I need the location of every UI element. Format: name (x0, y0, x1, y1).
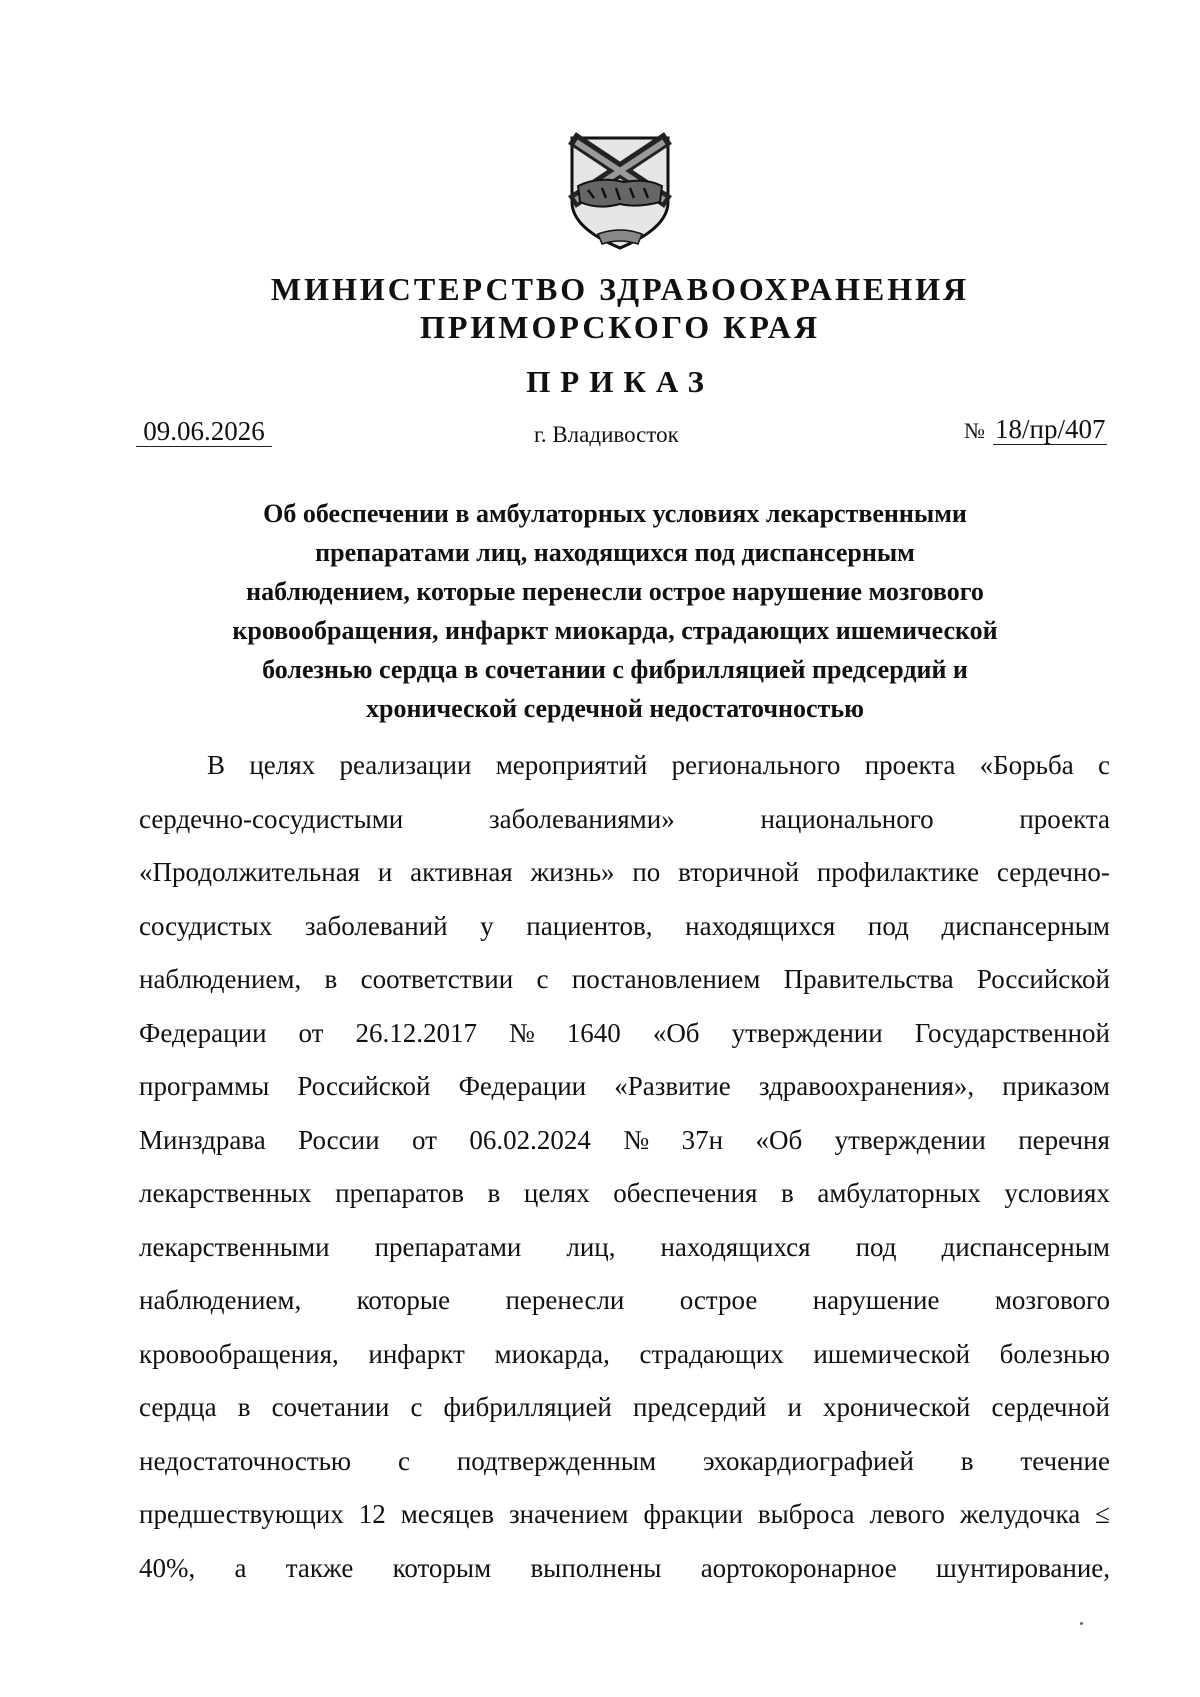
body-word: шунтирование, (936, 1552, 1110, 1583)
document-type: ПРИКАЗ (526, 364, 714, 399)
body-word: диспансерным (941, 1231, 1110, 1262)
body-word: лиц, (566, 1231, 616, 1262)
number-sign: № (964, 418, 985, 443)
body-word: 06.02.2024 (469, 1124, 591, 1155)
body-word: постановлением (571, 964, 761, 994)
body-word: сосудистых (139, 910, 273, 941)
body-word: и (787, 1392, 802, 1422)
order-number: 18/пр/407 (995, 414, 1106, 444)
body-line (139, 859, 1110, 913)
body-word: в (324, 964, 338, 994)
body-line (139, 966, 1110, 1020)
subject-line: Об обеспечении в амбулаторных условиях лекарственными (263, 499, 967, 528)
ministry-line-1: МИНИСТЕРСТВО ЗДРАВООХРАНЕНИЯ (270, 271, 970, 307)
body-word: выполнены (530, 1552, 662, 1583)
body-word: регионального (671, 750, 841, 780)
body-word: подтвержденным (456, 1445, 657, 1476)
subject-line: хронической сердечной недостаточностью (366, 694, 864, 723)
body-word: России (298, 1124, 380, 1155)
body-word: в (960, 1445, 974, 1476)
body-word: от (411, 1124, 437, 1155)
body-word: болезнью (999, 1338, 1110, 1369)
subject-line: наблюдением, которые перенесли острое нарушение мозгового (246, 577, 984, 606)
body-word: активная (410, 857, 513, 887)
coat-of-arms-icon (568, 132, 672, 254)
body-word: № (623, 1124, 650, 1155)
body-word: жизнь» (530, 857, 615, 887)
body-word: «Продолжительная (139, 857, 361, 887)
body-word: нарушение (812, 1285, 940, 1315)
body-word: профилактике (816, 857, 980, 887)
body-word: В (207, 750, 226, 780)
body-word: утверждении (731, 1017, 883, 1048)
body-word: предшествующих (139, 1499, 344, 1529)
body-word: 37н (681, 1124, 724, 1155)
order-date: 09.06.2026 (136, 416, 272, 447)
body-line (139, 1073, 1110, 1127)
body-word: 40%, (139, 1552, 196, 1583)
body-word: перечня (1018, 1124, 1110, 1155)
order-subject (150, 494, 1080, 728)
body-word: кровообращения, (139, 1338, 339, 1369)
body-word: препаратов (335, 1178, 464, 1208)
body-line (139, 1231, 1110, 1288)
body-word: Государственной (914, 1017, 1110, 1048)
body-word: проекта (864, 750, 956, 780)
body-word: с (397, 1445, 410, 1476)
subject-line: кровообращения, инфаркт миокарда, страдающих ишемической (232, 616, 998, 645)
body-word: под (867, 910, 909, 941)
body-word: 12 (358, 1499, 386, 1529)
body-word: по (632, 857, 661, 887)
body-word: приказом (1002, 1071, 1110, 1101)
body-line (139, 1394, 1110, 1448)
body-line (139, 1552, 1110, 1609)
body-word: «Об (652, 1017, 700, 1048)
body-word: желудочка (959, 1499, 1081, 1529)
body-word: с (1098, 750, 1110, 780)
body-word: реализации (339, 750, 472, 780)
body-word: у (480, 910, 494, 941)
body-line (139, 1180, 1110, 1234)
body-word: сочетании (271, 1392, 390, 1422)
body-line (139, 910, 1110, 967)
body-word: левого (869, 1499, 945, 1529)
body-word: ≤ (1095, 1499, 1110, 1529)
body-line (139, 1287, 1110, 1341)
body-word: амбулаторных (817, 1178, 981, 1208)
scan-dot (1080, 1622, 1083, 1625)
body-word: сердечной (991, 1392, 1110, 1422)
body-word: целях (523, 1178, 590, 1208)
body-word: «Об (755, 1124, 803, 1155)
body-word: острое (679, 1285, 758, 1315)
body-word: препаратами (374, 1231, 522, 1262)
body-word: перенесли (505, 1285, 625, 1315)
body-line (139, 1124, 1110, 1181)
body-word: целях (249, 750, 316, 780)
body-word: с (410, 1392, 423, 1422)
body-word: условиях (1004, 1178, 1110, 1208)
body-word: недостаточностью (139, 1445, 352, 1476)
order-number-block (964, 414, 1107, 446)
body-word: утверждении (834, 1124, 986, 1155)
body-word: также (285, 1552, 354, 1583)
body-word: наблюдением, (139, 964, 302, 994)
body-word: миокарда, (494, 1338, 610, 1369)
body-word: наблюдением, (139, 1285, 302, 1315)
body-word: которым (392, 1552, 492, 1583)
body-word: лекарственными (139, 1231, 330, 1262)
body-word: фракции (643, 1499, 743, 1529)
body-word: аортокоронарное (700, 1552, 897, 1583)
body-word: эхокардиографией (702, 1445, 914, 1476)
body-word: инфаркт (368, 1338, 465, 1369)
body-line (139, 1017, 1110, 1074)
body-word: Правительства (783, 964, 954, 994)
body-word: находящихся (660, 1231, 811, 1262)
body-word: Минздрава (139, 1124, 266, 1155)
body-word: сердечно- (996, 857, 1110, 887)
body-word: под (855, 1231, 897, 1262)
body-word: пациентов, (526, 910, 653, 941)
body-word: заболеваниями» (489, 803, 675, 834)
body-word: Российской (297, 1071, 431, 1101)
body-word: и (377, 857, 393, 887)
body-word: находящихся (685, 910, 836, 941)
body-word: программы (139, 1071, 270, 1101)
body-word: течение (1020, 1445, 1110, 1476)
body-word: страдающих (639, 1338, 784, 1369)
ministry-name (0, 270, 1200, 346)
order-city: г. Владивосток (534, 422, 679, 447)
body-word: обеспечения (613, 1178, 758, 1208)
body-line (139, 1338, 1110, 1395)
body-word: мероприятий (495, 750, 648, 780)
body-word: в (237, 1392, 251, 1422)
body-word: месяцев (400, 1499, 495, 1529)
body-word: проекта (1019, 803, 1110, 834)
body-word: заболеваний (304, 910, 448, 941)
body-word: с (536, 964, 549, 994)
body-word: диспансерным (941, 910, 1110, 941)
body-line (139, 1501, 1110, 1555)
body-word: которые (356, 1285, 451, 1315)
body-word: от (298, 1017, 324, 1048)
body-word: соответствии (360, 964, 514, 994)
body-line (139, 803, 1110, 860)
body-word: Федерации (139, 1017, 267, 1048)
ministry-line-2: ПРИМОРСКОГО КРАЯ (419, 309, 821, 345)
body-word: «Развитие (614, 1071, 731, 1101)
body-word: предсердий (632, 1392, 767, 1422)
body-word: выброса (757, 1499, 855, 1529)
body-word: в (781, 1178, 794, 1208)
body-word: а (234, 1552, 247, 1583)
subject-line: препаратами лиц, находящихся под диспансерным (315, 538, 915, 567)
body-word: национального (760, 803, 934, 834)
body-line (139, 752, 1110, 806)
body-word: хронической (823, 1392, 971, 1422)
body-line (139, 1445, 1110, 1502)
body-word: «Борьба (979, 750, 1074, 780)
subject-line: болезнью сердца в сочетании с фибрилляцией предсердий и (262, 655, 968, 684)
body-word: Российской (976, 964, 1110, 994)
body-word: № (509, 1017, 535, 1048)
body-word: Федерации (458, 1071, 587, 1101)
body-word: в (487, 1178, 501, 1208)
body-word: 26.12.2017 (355, 1017, 477, 1048)
order-body (139, 752, 1110, 1608)
body-word: значением (508, 1499, 629, 1529)
body-word: фибрилляцией (443, 1392, 612, 1422)
body-word: сердечно-сосудистыми (139, 803, 404, 834)
body-word: сердца (139, 1392, 217, 1422)
body-word: 1640 (566, 1017, 621, 1048)
body-word: здравоохранения», (758, 1071, 975, 1101)
body-word: лекарственных (139, 1178, 312, 1208)
body-word: мозгового (994, 1285, 1110, 1315)
body-word: вторичной (678, 857, 800, 887)
body-word: ишемической (813, 1338, 971, 1369)
